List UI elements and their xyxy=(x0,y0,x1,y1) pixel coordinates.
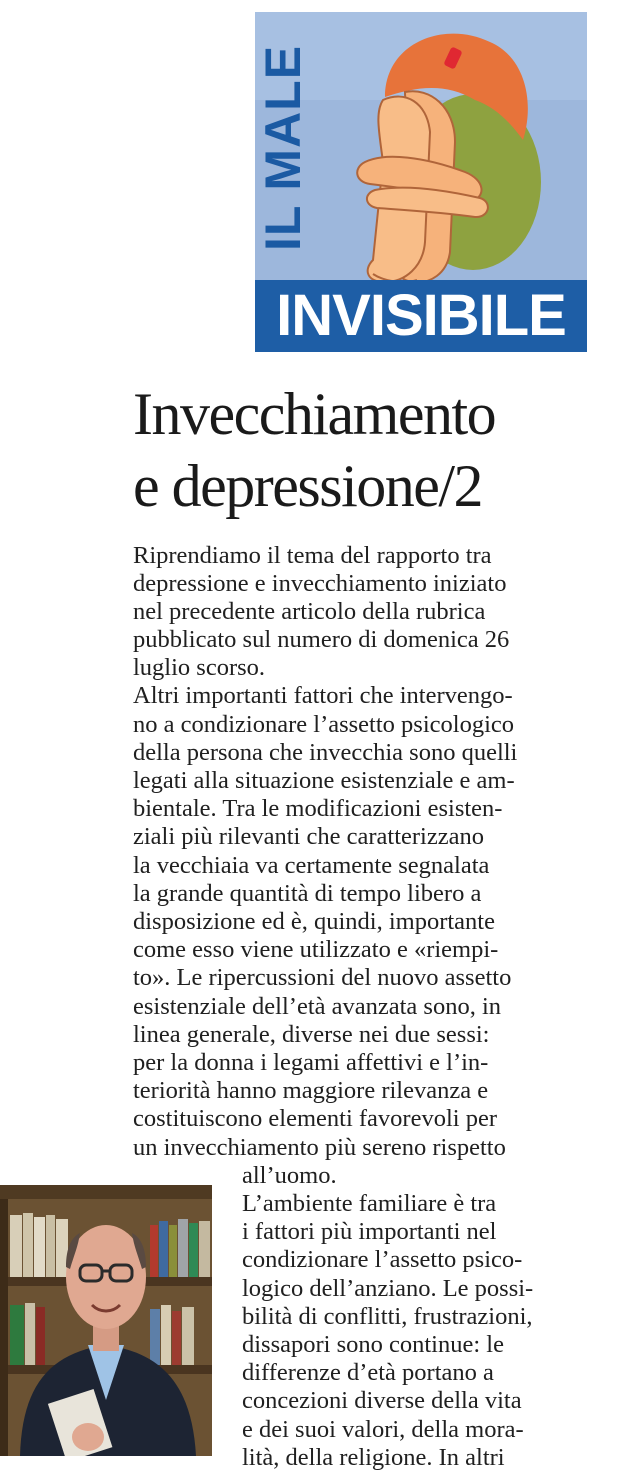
logo-title-top: IL MALE xyxy=(255,44,311,251)
body-line: disposizione ed è, quindi, importante xyxy=(133,908,495,935)
body-line: legati alla situazione esistenziale e am- xyxy=(133,767,515,794)
body-line: la vecchiaia va certamente segnalata xyxy=(133,852,490,879)
author-photo xyxy=(0,1185,212,1456)
body-line: ziali più rilevanti che caratterizzano xyxy=(133,823,484,850)
body-line: linea generale, diverse nei due sessi: xyxy=(133,1021,490,1048)
body-line: la grande quantità di tempo libero a xyxy=(133,880,482,907)
body-line: logico dell’anziano. Le possi- xyxy=(242,1275,534,1302)
logo-title-bottom: INVISIBILE xyxy=(276,283,566,348)
body-line: condizionare l’assetto psico- xyxy=(242,1246,523,1273)
body-line: esistenziale dell’età avanzata sono, in xyxy=(133,993,502,1020)
body-line: teriorità hanno maggiore rilevanza e xyxy=(133,1077,489,1104)
body-line: no a condizionare l’assetto psicologico xyxy=(133,711,514,738)
body-line: all’uomo. xyxy=(242,1162,337,1189)
headline-line-2: e depressione/2 xyxy=(133,453,483,519)
body-line: come esso viene utilizzato e «riempi- xyxy=(133,936,499,963)
body-line: bientale. Tra le modificazioni esisten- xyxy=(133,795,503,822)
body-line: pubblicato sul numero di domenica 26 xyxy=(133,626,510,653)
body-line: lità, della religione. In altri xyxy=(242,1444,505,1471)
body-line: per la donna i legami affettivi e l’in- xyxy=(133,1049,489,1076)
body-line: luglio scorso. xyxy=(133,654,266,681)
body-line: i fattori più importanti nel xyxy=(242,1218,497,1245)
body-line: della persona che invecchia sono quelli xyxy=(133,739,518,766)
body-line: e dei suoi valori, della mora- xyxy=(242,1416,524,1443)
body-line: L’ambiente familiare è tra xyxy=(242,1190,497,1217)
body-line: differenze d’età portano a xyxy=(242,1359,494,1386)
rubric-logo xyxy=(255,12,587,352)
body-line: un invecchiamento più sereno rispetto xyxy=(133,1134,506,1161)
headline-line-1: Invecchiamento xyxy=(133,381,496,447)
body-line: concezioni diverse della vita xyxy=(242,1387,522,1414)
body-line: Altri importanti fattori che intervengo- xyxy=(133,682,513,709)
body-line: depressione e invecchiamento iniziato xyxy=(133,570,507,597)
body-line: to». Le ripercussioni del nuovo assetto xyxy=(133,964,512,991)
body-line: costituiscono elementi favorevoli per xyxy=(133,1105,497,1132)
body-line: bilità di conflitti, frustrazioni, xyxy=(242,1303,533,1330)
article-headline xyxy=(133,378,633,522)
body-line: Riprendiamo il tema del rapporto tra xyxy=(133,542,492,569)
body-line: nel precedente articolo della rubrica xyxy=(133,598,486,625)
author-portrait xyxy=(0,1185,212,1456)
body-line: dissapori sono continue: le xyxy=(242,1331,504,1358)
